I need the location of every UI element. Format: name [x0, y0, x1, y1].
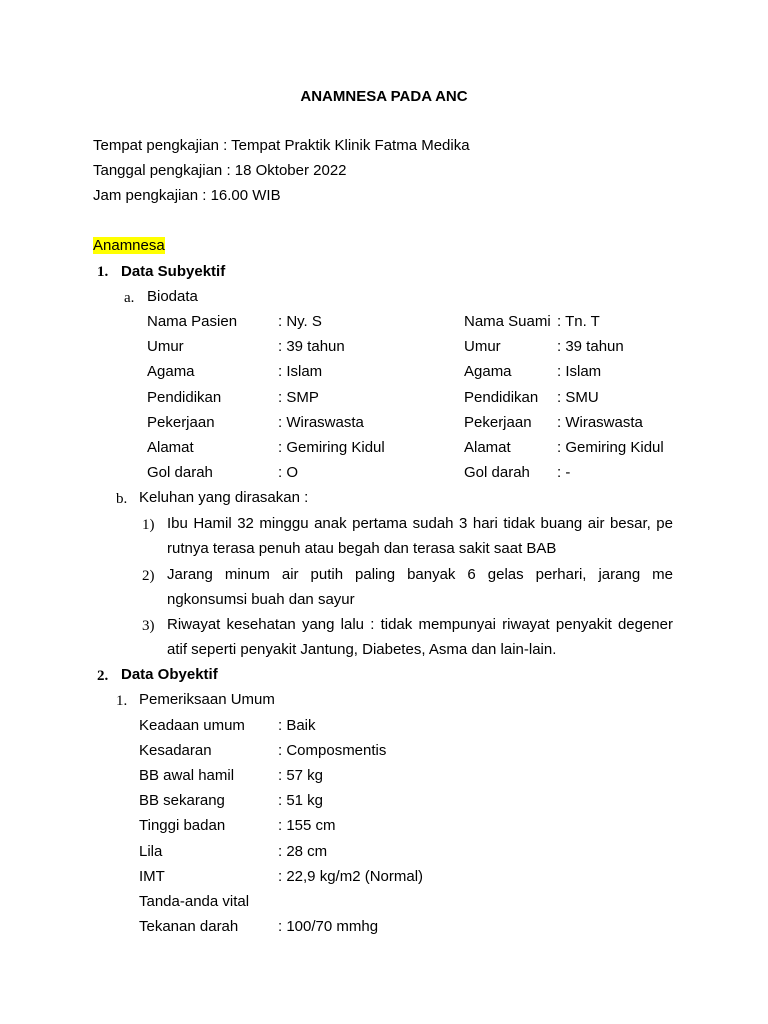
pemeriksaan-marker: 1. [116, 693, 128, 709]
biodata-right-value: : Islam [557, 363, 602, 381]
biodata-right-value: : Wiraswasta [557, 413, 643, 431]
biodata-right-value: : - [557, 464, 571, 482]
pemeriksaan-label-cell: BB sekarang [139, 792, 225, 810]
biodata-left-value: : Ny. S [278, 313, 322, 330]
biodata-left-value: : Gemiring Kidul [278, 439, 385, 456]
biodata-right-label: Agama [464, 363, 512, 381]
jam-pengkajian: Jam pengkajian : 16.00 WIB [93, 187, 281, 204]
tempat-pengkajian: Tempat pengkajian : Tempat Praktik Klinik Fatma Medika [93, 137, 470, 154]
subyektif-heading: Data Subyektif [121, 263, 226, 280]
pemeriksaan-label-cell: Lila [139, 842, 163, 860]
biodata-left-value: : Islam [278, 363, 323, 381]
biodata-left-value: : SMP [278, 388, 319, 406]
keluhan-item-marker: 3) [142, 618, 155, 634]
biodata-left-label: Gol darah [147, 464, 213, 482]
biodata-right-value: : 39 tahun [557, 338, 624, 356]
keluhan-marker: b. [116, 491, 128, 507]
biodata-left-value: : O [278, 464, 299, 482]
pemeriksaan-label-cell: BB awal hamil [139, 767, 235, 785]
pemeriksaan-label-cell: Tinggi badan [139, 817, 226, 835]
document-title: ANAMNESA PADA ANC [300, 88, 468, 105]
obyektif-number: 2. [97, 668, 109, 684]
biodata-right-value: : SMU [557, 388, 599, 406]
tanggal-pengkajian: Tanggal pengkajian : 18 Oktober 2022 [93, 162, 347, 179]
biodata-left-value: : 39 tahun [278, 338, 345, 356]
keluhan-item-text: Ibu Hamil 32 minggu anak pertama sudah 3 hari tidak buang air besar, pe [167, 515, 673, 532]
biodata-left-label: Pendidikan [147, 388, 222, 406]
keluhan-item-marker: 1) [142, 517, 155, 533]
keluhan-item-marker: 2) [142, 567, 155, 584]
biodata-left-label: Umur [147, 338, 184, 356]
pemeriksaan-label-cell: Tekanan darah [139, 917, 239, 935]
biodata-right-label: Alamat [464, 439, 511, 456]
pemeriksaan-value-cell: : 51 kg [278, 792, 324, 810]
section-anamnesa [93, 236, 165, 256]
biodata-label: Biodata [147, 288, 198, 305]
pemeriksaan-value-cell: : 28 cm [278, 842, 328, 860]
pemeriksaan-label-cell: Kesadaran [139, 742, 212, 760]
keluhan-item-text-cont: ngkonsumsi buah dan sayur [167, 590, 355, 608]
highlighted-label: Anamnesa [93, 237, 165, 254]
pemeriksaan-value-cell: : Composmentis [278, 742, 387, 760]
keluhan-label: Keluhan yang dirasakan : [139, 489, 309, 506]
biodata-right-label: Gol darah [464, 464, 530, 482]
pemeriksaan-value-cell: : 57 kg [278, 767, 324, 785]
biodata-right-value: : Gemiring Kidul [557, 439, 664, 456]
biodata-right-label: Nama Suami [464, 313, 551, 330]
pemeriksaan-label-cell: Keadaan umum [139, 717, 245, 734]
biodata-left-label: Agama [147, 363, 195, 381]
obyektif-heading: Data Obyektif [121, 666, 218, 683]
biodata-left-label: Alamat [147, 439, 194, 456]
pemeriksaan-label: Pemeriksaan Umum [139, 691, 275, 708]
pemeriksaan-value-cell: : Baik [278, 717, 316, 734]
pemeriksaan-value-cell: : 22,9 kg/m2 (Normal) [278, 867, 424, 885]
biodata-right-label: Pekerjaan [464, 413, 532, 431]
pemeriksaan-label-cell: IMT [139, 867, 165, 885]
pemeriksaan-label-cell: Tanda-anda vital [139, 892, 250, 910]
keluhan-item-text: Riwayat kesehatan yang lalu : tidak mempunyai riwayat penyakit degener [167, 616, 673, 633]
pemeriksaan-value-cell: : 155 cm [278, 817, 336, 835]
subyektif-number: 1. [97, 264, 109, 280]
keluhan-item-text-cont: rutnya terasa penuh atau begah dan terasa sakit saat BAB [167, 540, 557, 557]
keluhan-item-text: Jarang minum air putih paling banyak 6 gelas perhari, jarang me [167, 565, 673, 583]
biodata-marker: a. [124, 290, 135, 306]
biodata-left-label: Nama Pasien [147, 313, 238, 330]
biodata-right-value: : Tn. T [557, 313, 600, 330]
biodata-right-label: Umur [464, 338, 501, 356]
biodata-left-value: : Wiraswasta [278, 413, 364, 431]
biodata-right-label: Pendidikan [464, 388, 539, 406]
keluhan-item-text-cont: atif seperti penyakit Jantung, Diabetes, Asma dan lain-lain. [167, 641, 557, 658]
pemeriksaan-value-cell: : 100/70 mmhg [278, 917, 379, 935]
biodata-left-label: Pekerjaan [147, 413, 215, 431]
